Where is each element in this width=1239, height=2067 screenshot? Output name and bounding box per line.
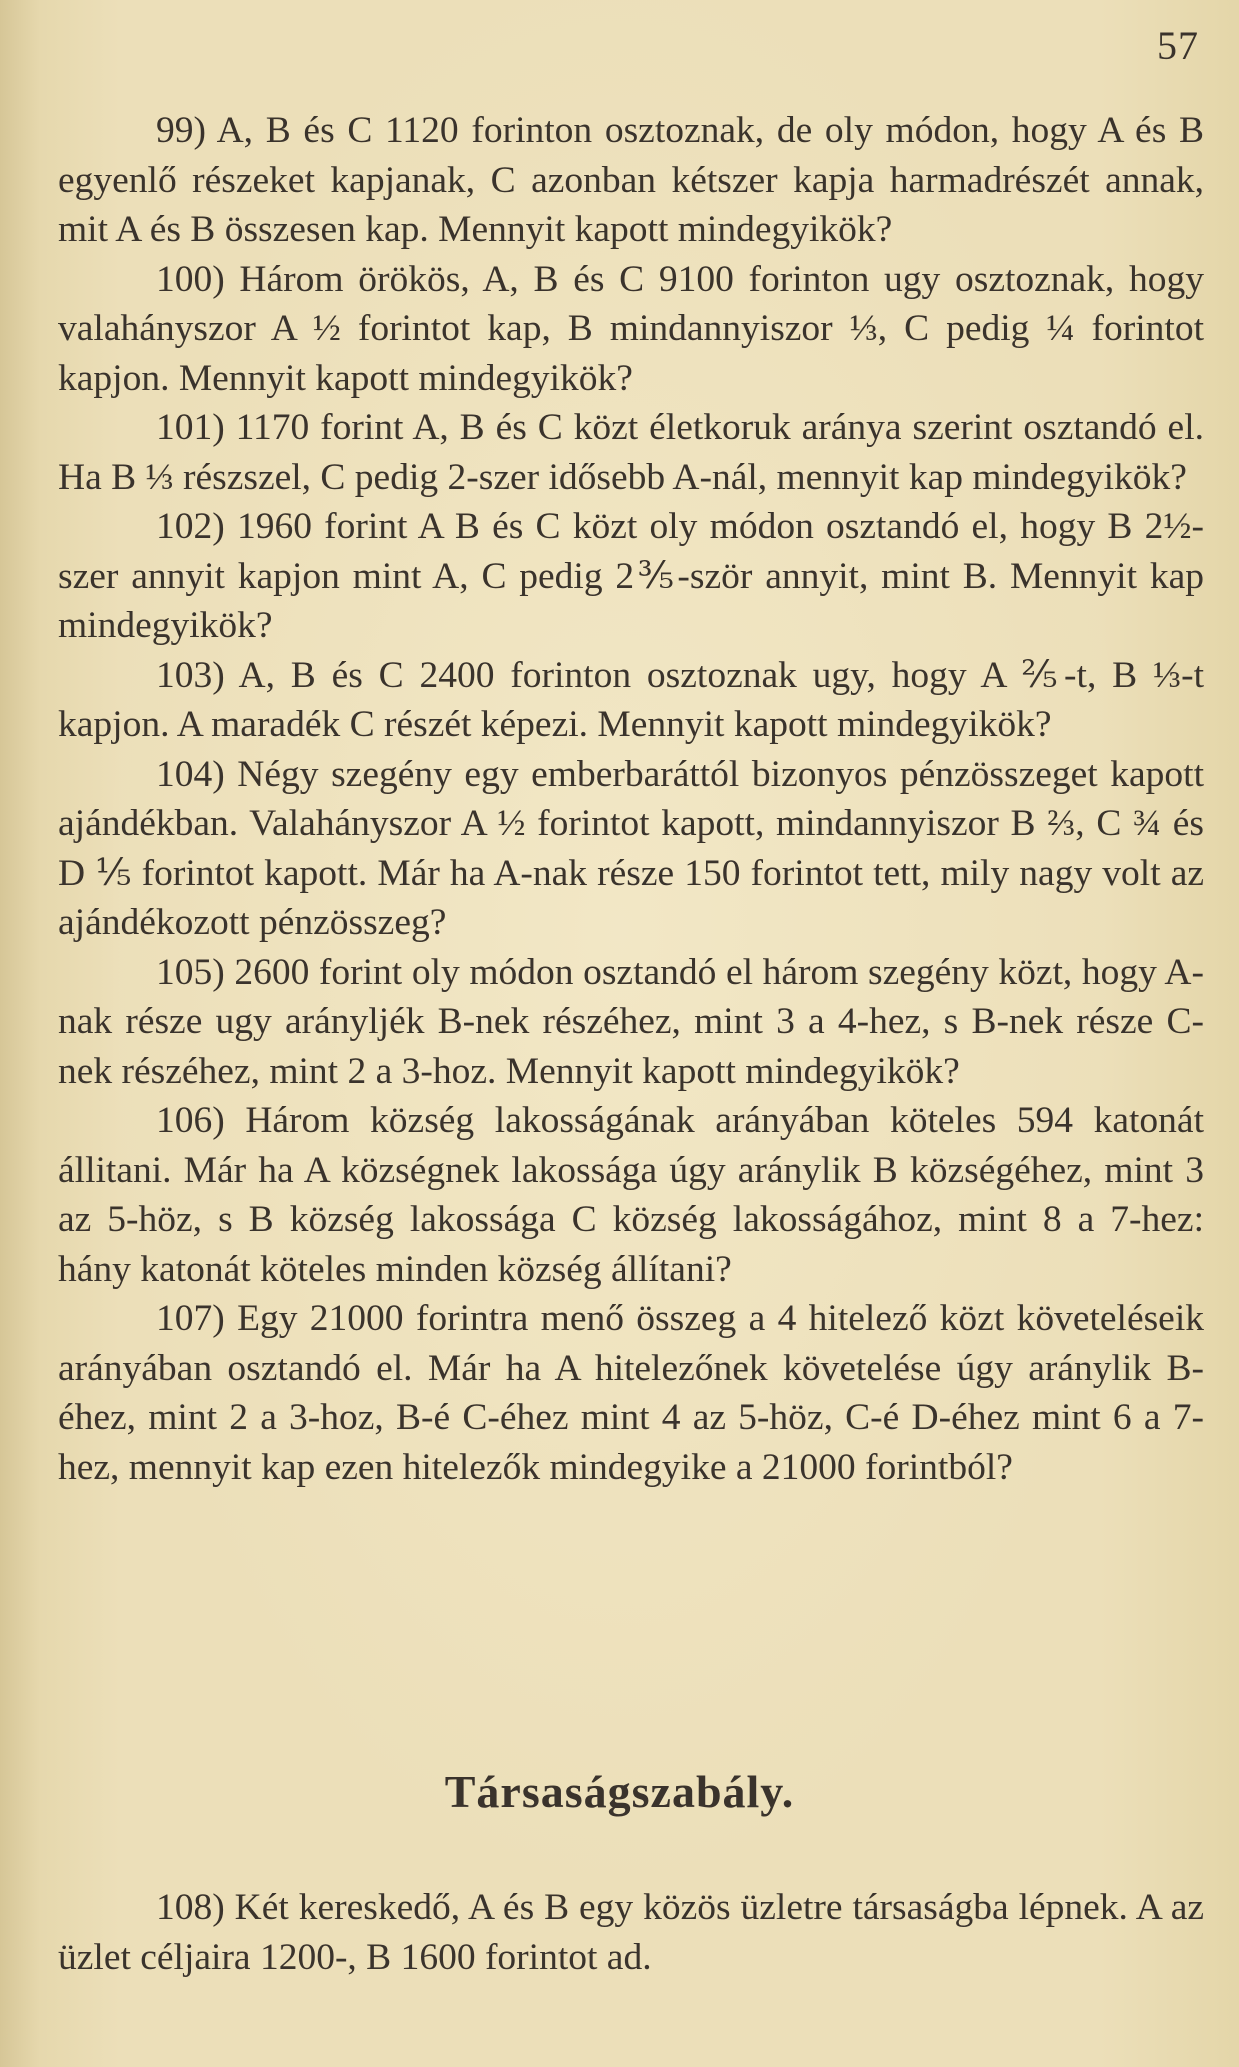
page-number: 57 xyxy=(1157,23,1199,68)
problem-107: 107) Egy 21000 forintra menő összeg a 4 hitelező közt követeléseik arányában osztandó el. Már ha A hitelezőnek követelése úgy aránylik B-éhez, mint 2 a 3-hoz, B-é C-éhez mint 4 az 5-höz, C-é D-éhez mint 6 a 7-hez, mennyit kap ezen hitelezők mindegyike a 21000 forintból? xyxy=(58,1298,1204,1488)
problem-100: 100) Három örökös, A, B és C 9100 forinton ugy osztoznak, hogy valahányszor A ½ forintot kap, B mindannyiszor ⅓, C pedig ¼ forintot kapjon. Mennyit kapott mindegyikök? xyxy=(58,258,1204,399)
problem-105: 105) 2600 forint oly módon osztandó el három szegény közt, hogy A-nak része ugy arányljék B-nek részéhez, mint 3 a 4-hez, s B-nek része C-nek részéhez, mint 2 a 3-hoz. Mennyit kapott mindegyikök? xyxy=(58,951,1204,1092)
problem-104: 104) Négy szegény egy emberbaráttól bizonyos pénzösszeget kapott ajándékban. Valahányszor A ½ forintot kapott, mindannyiszor B ⅔, C ¾ és D ⅕ forintot kapott. Már ha A-nak része 150 forintot tett, mily nagy volt az ajándékozott pénzösszeg? xyxy=(58,753,1204,943)
section-title: Társaságszabály. xyxy=(444,1766,795,1817)
problem-list-continued xyxy=(58,1883,1204,1982)
problem-102: 102) 1960 forint A B és C közt oly módon osztandó el, hogy B 2½-szer annyit kapjon mint A, C pedig 2⅗-ször annyit, mint B. Mennyit kap mindegyikök? xyxy=(58,506,1204,646)
problem-99: 99) A, B és C 1120 forinton osztoznak, de oly módon, hogy A és B egyenlő részeket kapjanak, C azonban kétszer kapja harmadrészét annak, mit A és B összesen kap. Mennyit kapott mindegyikök? xyxy=(58,110,1204,250)
problem-108: 108) Két kereskedő, A és B egy közös üzletre társaságba lépnek. A az üzlet céljaira 1200-, B 1600 forintot ad. xyxy=(58,1887,1204,1978)
problem-106: 106) Három község lakosságának arányában köteles 594 katonát állitani. Már ha A községnek lakossága úgy aránylik B községéhez, mint 3 az 5-höz, s B község lakossága C község lakosságához, mint 8 a 7-hez: hány katonát köteles minden község állítani? xyxy=(58,1100,1204,1290)
problem-103: 103) A, B és C 2400 forinton osztoznak ugy, hogy A ⅖-t, B ⅓-t kapjon. A maradék C részét képezi. Mennyit kapott mindegyikök? xyxy=(58,654,1204,745)
problem-101: 101) 1170 forint A, B és C közt életkoruk aránya szerint osztandó el. Ha B ⅓ részszel, C pedig 2-szer idősebb A-nál, mennyit kap mindegyikök? xyxy=(58,407,1204,498)
problem-list xyxy=(58,106,1204,1492)
